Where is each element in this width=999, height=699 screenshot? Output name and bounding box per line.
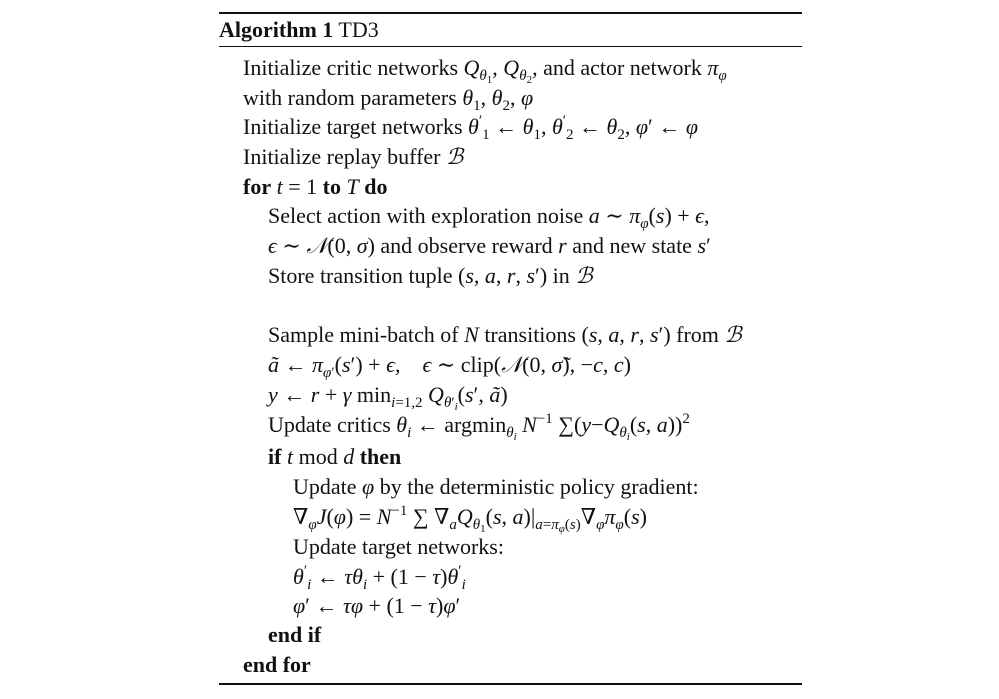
algo-line-4: Initialize replay buffer ℬ <box>243 144 464 170</box>
algo-line-5: for t = 1 to T do <box>243 174 388 199</box>
algo-line-11: y ← r + γ $\min_{i=1,2} Q_{\theta'_i}(s'$, ã) <box>268 382 508 413</box>
algorithm-title <box>219 17 379 43</box>
algo-line-3: Initialize target networks $\theta'_1$ ← $\theta_1$, $\theta'_2$ ← $\theta_2$, φ′ ← φ <box>243 113 698 143</box>
algo-line-18: φ′ ← τφ + (1 − τ)φ′ <box>293 593 461 618</box>
algo-line-19: end if <box>268 622 322 647</box>
algorithm-label: Algorithm 1 <box>219 17 334 42</box>
algo-line-6: Select action with exploration noise a ∼ $\pi_\varphi(s) + \epsilon$, <box>268 203 710 232</box>
algo-line-9: Sample mini-batch of N transitions (s, a, r, s′) from ℬ <box>268 322 742 348</box>
algo-line-7: ϵ ∼ 𝒩(0, σ) and observe reward r and new state s′ <box>268 233 711 259</box>
algo-line-8: Store transition tuple (s, a, r, s′) in ℬ <box>268 263 593 289</box>
algo-line-1: Initialize critic networks $Q_{\theta_1}$, $Q_{\theta_2}$, and actor network $\pi_\varphi$ <box>243 55 727 86</box>
algo-line-15: $\nabla_\varphi J(\varphi) = N^{-1}$ ∑ $\nabla_aQ_{\theta_1}(s$, $a)|_{a=\pi_\varphi(s)}\nabla_\varphi\pi_\varphi(s)$ <box>293 503 647 535</box>
algo-line-17: $\theta'_i$ ← $\tau\theta_i + (1 - \tau)\theta'_i$ <box>293 563 466 593</box>
algorithm-name: TD3 <box>338 17 379 42</box>
algo-line-12: Update critics $\theta_i$ ← argmin$_{\theta_i}$ $N^{-1}$ $\sum(y-Q_{\theta_i}(s$, a))$^2$ <box>268 411 690 443</box>
algo-line-14: Update φ by the deterministic policy gradient: <box>293 474 699 499</box>
algo-line-10: ã ← $\pi_{\varphi'}(s') + \epsilon$, ϵ ∼ clip(𝒩(0, σ̃), −c, c) <box>268 352 631 381</box>
top-rule <box>219 12 802 14</box>
title-rule <box>219 46 802 47</box>
algorithm-box <box>219 12 802 686</box>
algo-line-20: end for <box>243 652 311 677</box>
algo-line-13: if t mod d then <box>268 444 402 469</box>
algo-line-16: Update target networks: <box>293 534 504 559</box>
bottom-rule <box>219 683 802 685</box>
algo-line-2: with random parameters $\theta_1$, $\theta_2$, φ <box>243 85 534 114</box>
